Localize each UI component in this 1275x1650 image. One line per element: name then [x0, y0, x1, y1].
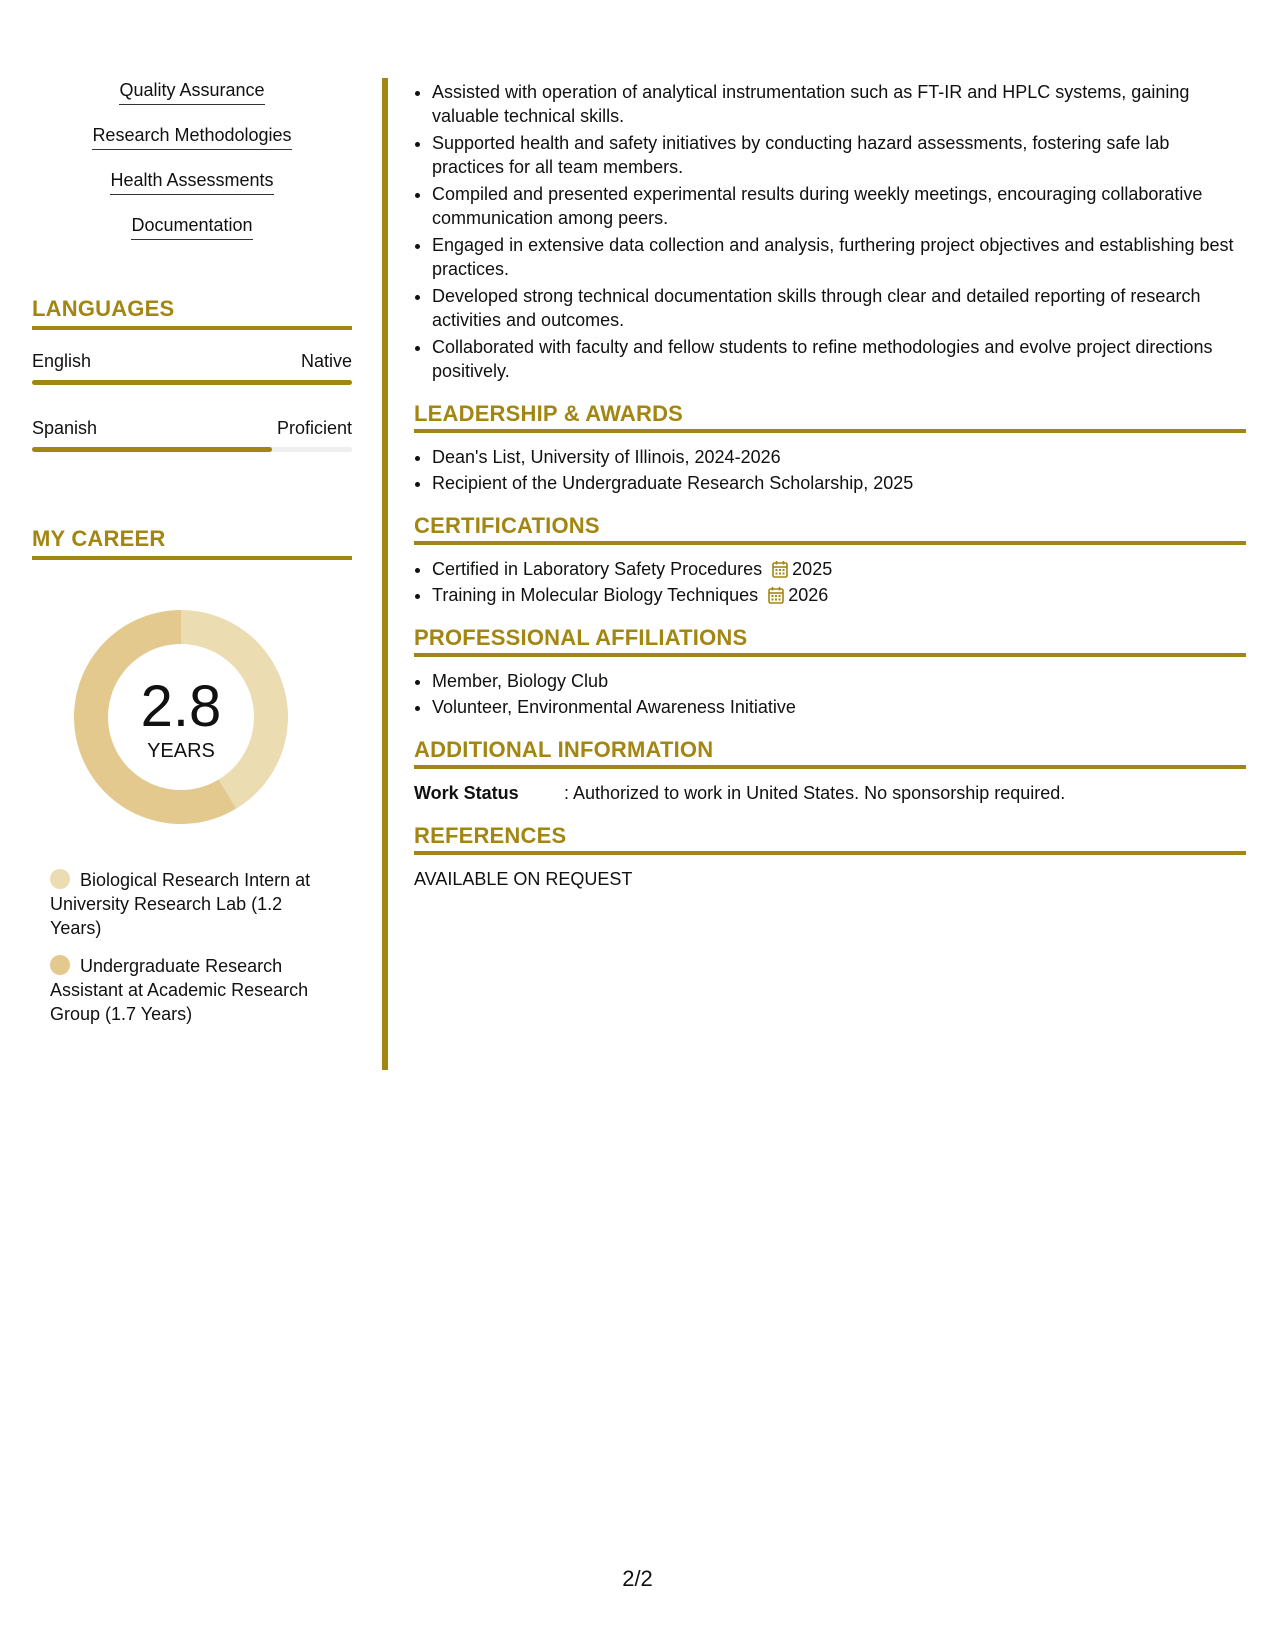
legend-label: Biological Research Intern at University Research Lab (1.2 Years)	[50, 870, 311, 938]
certification-item	[432, 583, 1246, 607]
language-bar-fill	[32, 380, 352, 385]
skills-list	[32, 78, 352, 258]
certifications-section	[414, 513, 1246, 607]
skill-item	[32, 78, 352, 123]
leadership-list	[414, 445, 1246, 495]
skill-link[interactable]: Quality Assurance	[119, 78, 264, 105]
language-bar-fill	[32, 447, 272, 452]
page-number: 2/2	[622, 1566, 653, 1591]
experience-bullet: • Supported health and safety initiatives by conducting hazard assessments, fostering safe lab practices for all team members.	[432, 131, 1246, 179]
certifications-list	[414, 557, 1246, 607]
career-legend	[50, 868, 330, 1026]
skill-item	[32, 213, 352, 258]
affiliations-list	[414, 669, 1246, 719]
experience-bullet: • Compiled and presented experimental results during weekly meetings, encouraging collaborative communication among peers.	[432, 182, 1246, 230]
references-section	[414, 823, 1246, 891]
leadership-item: • Recipient of the Undergraduate Research Scholarship, 2025	[432, 471, 1246, 495]
legend-item	[50, 954, 330, 1026]
work-status-row	[414, 781, 1246, 805]
work-status-value: : Authorized to work in United States. No sponsorship required.	[564, 783, 1066, 803]
additional-info-section	[414, 737, 1246, 805]
references-text: AVAILABLE ON REQUEST	[414, 869, 633, 889]
legend-dot	[50, 869, 70, 889]
career-unit: YEARS	[147, 740, 215, 762]
references-heading: REFERENCES	[414, 823, 1246, 855]
leadership-item: • Dean's List, University of Illinois, 2024-2026	[432, 445, 1246, 469]
certification-name: Certified in Laboratory Safety Procedures	[432, 559, 763, 579]
career-heading: MY CAREER	[32, 526, 352, 560]
certification-year: 2026	[788, 585, 829, 605]
language-row	[32, 350, 352, 385]
career-section	[32, 526, 352, 1026]
legend-label: Undergraduate Research Assistant at Academic Research Group (1.7 Years)	[50, 956, 309, 1024]
experience-bullet: • Developed strong technical documentation skills through clear and detailed reporting of research activities and outcomes.	[432, 284, 1246, 332]
certifications-heading: CERTIFICATIONS	[414, 513, 1246, 545]
career-donut	[66, 602, 296, 832]
legend-dot	[50, 955, 70, 975]
calendar-icon	[768, 586, 784, 604]
affiliation-item: • Member, Biology Club	[432, 669, 1246, 693]
language-row	[32, 417, 352, 452]
experience-bullet: • Collaborated with faculty and fellow students to refine methodologies and evolve project directions positively.	[432, 335, 1246, 383]
skill-link[interactable]: Research Methodologies	[92, 123, 291, 150]
left-column	[32, 78, 352, 1040]
language-level: Proficient	[276, 418, 352, 438]
languages-heading: LANGUAGES	[32, 296, 352, 330]
affiliations-section	[414, 625, 1246, 719]
calendar-icon	[772, 560, 788, 578]
experience-bullet: • Engaged in extensive data collection and analysis, furthering project objectives and establishing best practices.	[432, 233, 1246, 281]
language-name: English	[32, 351, 92, 371]
work-status-key: Work Status	[414, 783, 519, 803]
affiliation-item: • Volunteer, Environmental Awareness Initiative	[432, 695, 1246, 719]
certification-item	[432, 557, 1246, 581]
languages-section	[32, 296, 352, 452]
column-divider	[382, 78, 388, 1070]
additional-info-heading: ADDITIONAL INFORMATION	[414, 737, 1246, 769]
skill-link[interactable]: Documentation	[131, 213, 252, 240]
language-bar	[32, 380, 352, 385]
certification-year: 2025	[792, 559, 833, 579]
leadership-heading: LEADERSHIP & AWARDS	[414, 401, 1246, 433]
legend-item	[50, 868, 330, 940]
skill-item	[32, 168, 352, 213]
certification-name: Training in Molecular Biology Techniques	[432, 585, 759, 605]
experience-bullets	[414, 80, 1246, 383]
leadership-section	[414, 401, 1246, 495]
career-total: 2.8	[140, 674, 222, 739]
language-bar	[32, 447, 352, 452]
experience-bullet: • Assisted with operation of analytical instrumentation such as FT-IR and HPLC systems, gaining valuable technical skills.	[432, 80, 1246, 128]
affiliations-heading: PROFESSIONAL AFFILIATIONS	[414, 625, 1246, 657]
right-column	[414, 80, 1246, 891]
skill-link[interactable]: Health Assessments	[110, 168, 273, 195]
language-name: Spanish	[32, 418, 98, 438]
skill-item	[32, 123, 352, 168]
language-level: Native	[300, 351, 352, 371]
